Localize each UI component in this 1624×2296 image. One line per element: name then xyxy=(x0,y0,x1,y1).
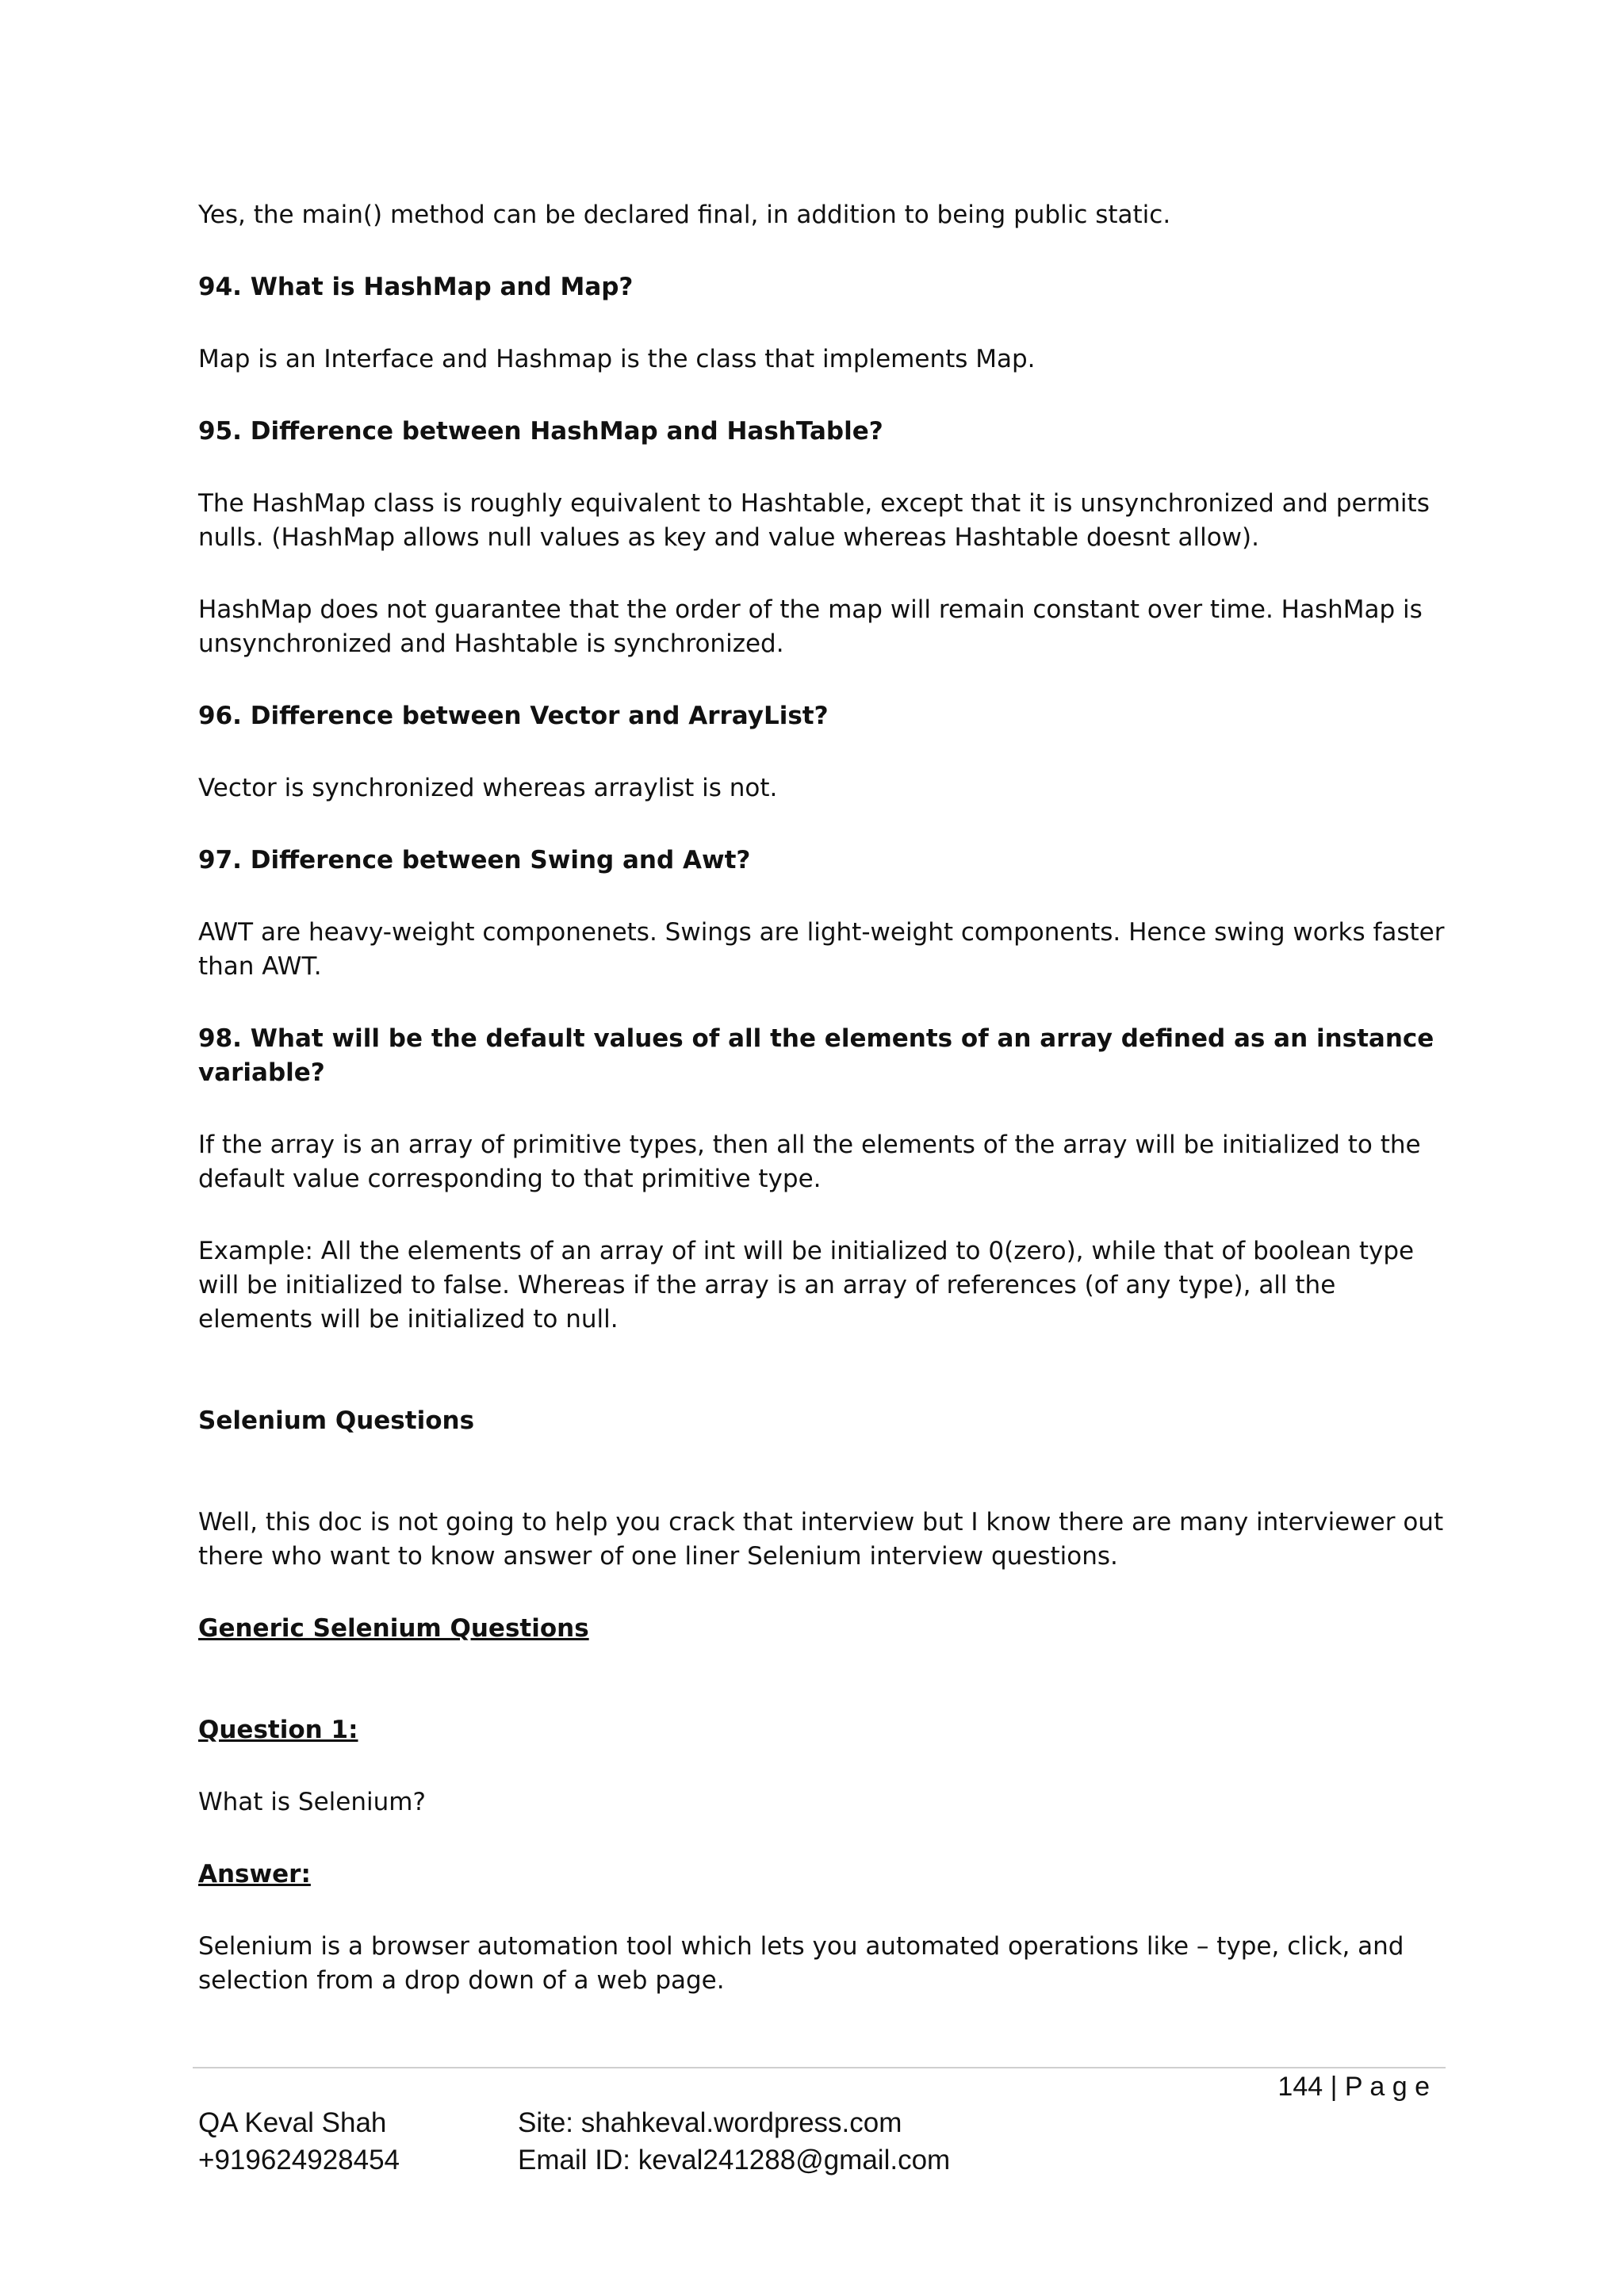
selenium-intro: Well, this doc is not going to help you crack that interview but I know there are many interviewer out there who want to know answer of one liner Selenium interview questions. xyxy=(198,1508,1444,1571)
question-1-text: What is Selenium? xyxy=(198,1788,426,1816)
question-95-answer-2: HashMap does not guarantee that the order of the map will remain constant over time. HashMap is unsynchronized and Hashtable is synchronized. xyxy=(198,595,1423,658)
question-97-answer: AWT are heavy-weight componenets. Swings are light-weight components. Hence swing works faster than AWT. xyxy=(198,918,1445,981)
footer-phone: +919624928454 xyxy=(198,2145,400,2175)
generic-selenium-heading-text: Generic Selenium Questions xyxy=(198,1614,589,1643)
document-body xyxy=(198,198,1451,2036)
answer-text: Selenium is a browser automation tool which lets you automated operations like – type, click, and selection from a drop down of a web page. xyxy=(198,1932,1404,1995)
answer-label-text: Answer: xyxy=(198,1860,311,1888)
question-98-answer-2: Example: All the elements of an array of int will be initialized to 0(zero), while that of boolean type will be initialized to false. Whereas if the array is an array of references (of any type), all the elements will be initialized to null. xyxy=(198,1237,1415,1334)
question-97-heading: 97. Difference between Swing and Awt? xyxy=(198,846,751,874)
footer-contact-left xyxy=(198,2104,400,2179)
footer-site: Site: shahkeval.wordpress.com xyxy=(518,2107,902,2138)
question-98-answer-1: If the array is an array of primitive types, then all the elements of the array will be initialized to the default value corresponding to that primitive type. xyxy=(198,1131,1421,1193)
question-1-label-text: Question 1: xyxy=(198,1716,358,1744)
question-96-heading: 96. Difference between Vector and ArrayList? xyxy=(198,702,829,730)
question-95-heading: 95. Difference between HashMap and HashTable? xyxy=(198,417,883,446)
question-94-answer: Map is an Interface and Hashmap is the class that implements Map. xyxy=(198,345,1036,373)
question-95-answer-1: The HashMap class is roughly equivalent to Hashtable, except that it is unsynchronized and permits nulls. (HashMap allows null values as key and value whereas Hashtable doesnt allow). xyxy=(198,489,1430,552)
answer-label xyxy=(198,1858,1451,1892)
question-1-label xyxy=(198,1713,1451,1747)
footer-divider xyxy=(193,2067,1446,2068)
question-94-heading: 94. What is HashMap and Map? xyxy=(198,273,634,301)
selenium-section-title: Selenium Questions xyxy=(198,1406,475,1435)
page-number: 144 | P a g e xyxy=(1277,2072,1430,2102)
generic-selenium-heading xyxy=(198,1612,1451,1646)
question-98-heading: 98. What will be the default values of all the elements of an array defined as an instance variable? xyxy=(198,1024,1434,1087)
footer-author: QA Keval Shah xyxy=(198,2107,387,2138)
footer-contact-right xyxy=(518,2104,950,2179)
question-96-answer: Vector is synchronized whereas arraylist is not. xyxy=(198,774,778,802)
footer-email: Email ID: keval241288@gmail.com xyxy=(518,2145,951,2175)
intro-text: Yes, the main() method can be declared final, in addition to being public static. xyxy=(198,201,1171,229)
